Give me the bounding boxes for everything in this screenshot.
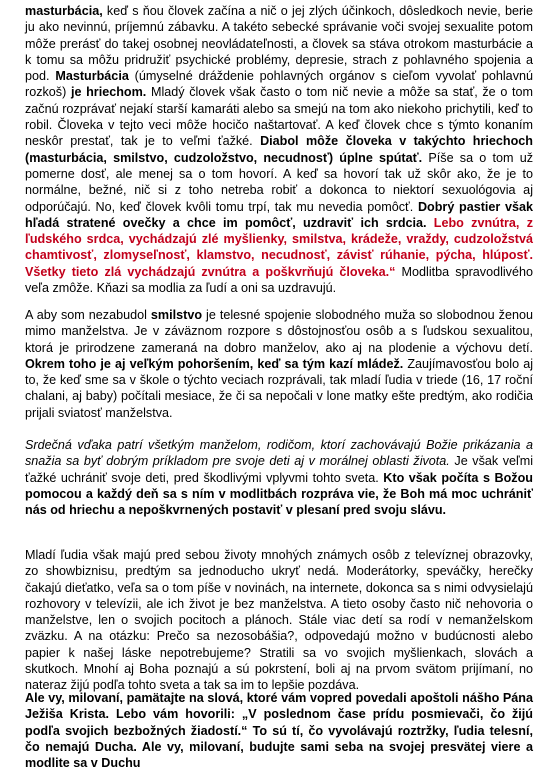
- paragraph-apostles-quote: [25, 690, 533, 771]
- text-run: Okrem toho je aj veľkým pohoršením, keď sa tým kazí mládež.: [25, 356, 404, 371]
- text-run: je telesné spojenie slobodného muža so slobodnou ženou mimo manželstva. Je v záväznom rozpore s dôstojnosťou osôb a s ľudskou sexualitou, ktorá je prirodzene zameraná na dobro manželov, ako aj na plodenie a výchovu detí.: [25, 308, 533, 355]
- text-run: Mladí ľudia však majú pred sebou životy mnohých známych osôb z televíznej obrazovky, zo showbiznisu, predtým sa jednoducho ukryť nedá. Moderátorky, speváčky, herečky čakajú dieťatko, veľa sa o tom píše v novinách, na internete, dokonca sa s nimi odvysielajú rozhovory v televízii, ale ich život je bez manželstva. A tieto osoby často nič nehovoria o manželstve, len o svojich pocitoch a plánoch. Stále viac detí sa rodí v nemanželskom zväzku. A na otázku: Prečo sa nezosobášia?, odpovedajú možno v budúcnosti alebo papier k našej láske nepotrebujeme? Stratili sa vo svojich myšlienkach, slovách a skutkoch. Mnohí aj Boha poznajú a sú pokrstení, boli aj na prvom svätom prijímaní, no nateraz žijú podľa tohto sveta a tak sa im to lepšie pozdáva.: [25, 548, 533, 693]
- text-run: (úmyselné dráždenie pohlavných orgánov s cieľom vyvolať pohlavnú rozkoš): [25, 69, 533, 100]
- text-run: smilstvo: [150, 308, 203, 322]
- paragraph-thanks: [25, 437, 533, 518]
- text-run: masturbácia,: [25, 4, 103, 18]
- text-run: Kto však počíta s Božou pomocou a každý deň sa s ním v modlitbách rozpráva vie, že Boh má moc uchrániť nás od hriechu a nepoškvrnených postaviť v plesaní pred svoju slávu.: [25, 470, 533, 518]
- text-run: Srdečná vďaka patrí všetkým manželom, rodičom, ktorí zachovávajú Božie prikázania a snažia sa byť dobrým príkladom pre svoje deti aj v morálnej oblasti života.: [25, 438, 533, 469]
- paragraph-fornication: [25, 307, 533, 421]
- text-run: Mladý človek však často o tom nič nevie a môže sa stať, že o tom začnú rozprávať nejakí starší kamaráti alebo sa smejú na tom ako niekoho prichytili, keď to robil. Človeka v tejto veci môže hocičo naštartovať. A keď človek chce s týmto konaním neskôr prestať, tak je to veľmi ťažké.: [25, 85, 533, 149]
- text-run: keď s ňou človek začína a nič o jej zlých účinkoch, dôsledkoch nevie, berie ju ako nevinnú, príjemnú zábavku. A takéto sebecké správanie voči svojej sexualite potom môže prerásť do takej osobnej neovládateľnosti, a človek sa stáva otrokom masturbácie a k tomu sa môžu pridružiť psychické problémy, depresie, strach z pohlavného spojenia a pod.: [25, 4, 533, 84]
- paragraph-young-people: [25, 547, 533, 694]
- text-run: Ale vy, milovaní, pamätajte na slová, ktoré vám vopred povedali apoštoli nášho Pána Ježiša Krista. Lebo vám hovorili: „V poslednom čase prídu posmievači, čo žijú podľa svojich bezbožných žiadostí.“ To sú tí, čo vyvolávajú roztržky, ľudia telesní, čo nemajú Ducha. Ale vy, milovaní, budujte sami seba na svojej presvätej viere a modlite sa v Duchu: [25, 691, 533, 771]
- text-run: Píše sa o tom už pomerne dosť, ale menej sa o tom hovorí. A keď sa hovorí tak už skôr ako, že je to normálne, bežné, nič si z toho netreba robiť a dokonca to niektorí sexuológovia aj odporúčajú. No, keď človek kvôli tomu trpí, tak mu nevedia pomôcť.: [25, 150, 533, 214]
- text-run: Dobrý pastier však hľadá stratené ovečky a chce im pomôcť, uzdraviť ich srdcia.: [25, 199, 533, 230]
- text-run: Je však veľmi ťažké uchrániť svoje deti, pred škodlivými vplyvmi tohto sveta.: [25, 454, 534, 485]
- paragraph-masturbation: [25, 3, 533, 296]
- text-run: Masturbácia: [55, 69, 129, 84]
- text-run: Diabol môže človeka v takýchto hriechoch (masturbácia, smilstvo, cudzoložstvo, necudnosť) úplne spútať.: [25, 134, 533, 165]
- scripture-quote-red: Lebo zvnútra, z ľudského srdca, vychádzajú zlé myšlienky, smilstva, krádeže, vraždy, cudzoložstvá chamtivosť, zlomyseľnosť, klamstvo, necudnosť, závisť rúhanie, pýcha, hlúposť. Všetky tieto zlá vychádzajú zvnútra a poškvrňujú človeka.“: [25, 215, 533, 279]
- text-run: [427, 216, 434, 230]
- text-run: je hriechom.: [70, 85, 147, 100]
- text-run: Zaujímavosťou bolo aj to, že keď sme sa v škole o týchto veciach rozprávali, tak mladí ľudia v triede (16, 17 roční chalani, aj baby) počítali mesiace, že či sa nepočali v lone matky ešte predtým, ako rodičia prijali sviatosť manželstva.: [25, 356, 533, 420]
- text-run: Modlitba spravodlivého veľa zmôže. Kňazi sa modlia za ľudí a oni sa uzdravujú.: [25, 264, 533, 296]
- text-run: A aby som nezabudol: [25, 308, 151, 322]
